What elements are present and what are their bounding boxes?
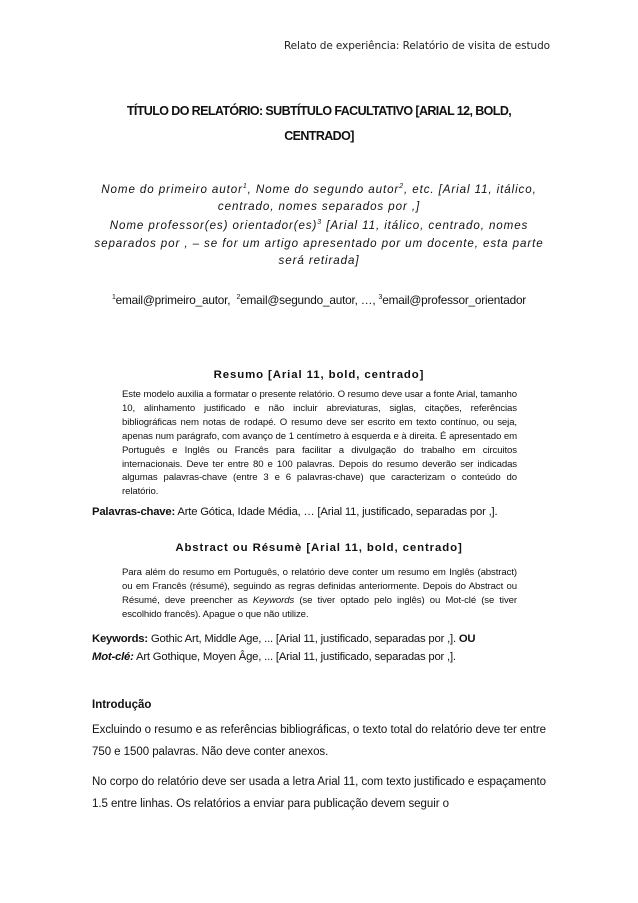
keywords-text: Gothic Art, Middle Age, ... [Arial 11, justificado, separadas por ,].: [147, 633, 459, 645]
advisor-name: Nome professor(es) orientador(es): [109, 219, 318, 232]
author-names: [92, 181, 546, 215]
running-header: Relato de experiência: Relatório de visita de estudo: [283, 40, 550, 52]
author-1-marker: 1: [242, 183, 248, 191]
second-author-name: , Nome do segundo autor: [247, 183, 400, 196]
keywords-ou: OU: [458, 633, 476, 645]
advisors-format-note: [Arial 11, itálico, centrado, nomes: [322, 219, 529, 232]
advisors-line-3: será retirada]: [278, 254, 360, 267]
report-title: [92, 99, 546, 149]
motcle-label: Mot-clé:: [92, 650, 134, 663]
resumo-heading: Resumo [Arial 11, bold, centrado]: [213, 369, 425, 381]
introducao-paragraph-2: No corpo do relatório deve ser usada a letra Arial 11, com texto justificado e espaçamento 1.5 entre linhas. Os relatórios a enviar para publicação devem seguir o: [92, 776, 546, 810]
resumo-text: Este modelo auxilia a formatar o presente relatório. O resumo deve usar a fonte Arial, tamanho 10, alinhamento justificado e não incluir abreviaturas, siglas, citações, referências bibliográficas nem notas de rodapé. O resumo deve ser escrito em texto contínuo, ou seja, apenas num parágrafo, com avanço de 1 centímetro à esquerda e à direita. É apresentado em Português e Inglês ou Francês para facilitar a divulgação do trabalho em circuitos internacionais. Deve ter entre 80 e 100 palavras. Depois do resumo deverão ser indicadas algumas palavras-chave (entre 3 e 6 palavras-chave) que caracterizam o conteúdo do relatório.: [122, 389, 517, 498]
email-1-marker: 1: [111, 294, 116, 302]
authors-line-1: [92, 181, 546, 198]
abstract-text: [122, 566, 517, 622]
advisors-line-1: [92, 217, 546, 235]
email-2-marker: 2: [236, 294, 241, 302]
palavras-chave-text: Arte Gótica, Idade Média, … [Arial 11, justificado, separadas por ,].: [175, 506, 498, 518]
abstract-text-part-1: Para além do resumo em Português, o relatório deve conter um resumo em Inglês (abstract) ou em Francês (résumé), seguindo as regras definidas anteriormente. Depois do Abstract ou Résumé, deve preencher as: [122, 567, 517, 606]
advisors-line-2: separados por , – se for um artigo apresentado por um docente, esta parte: [94, 236, 544, 250]
advisor-names: [92, 217, 546, 270]
email-advisor: email@professor_orientador: [382, 293, 527, 307]
keywords-label: Keywords:: [92, 633, 148, 645]
title-line-2: CENTRADO]: [284, 129, 354, 143]
abstract-text-part-2: (se tiver optado pelo inglês) ou Mot-clé (se tiver escolhido francês). Apague o que não utilize.: [122, 594, 517, 620]
authors-format-note: , etc. [Arial 11, itálico,: [404, 183, 537, 196]
advisor-marker: 3: [317, 219, 323, 227]
motcle-text: Art Gothique, Moyen Âge, ... [Arial 11, justificado, separadas por ,].: [133, 650, 456, 663]
introducao-paragraph-1: Excluindo o resumo e as referências bibliográficas, o texto total do relatório deve ter entre 750 e 1500 palavras. Não deve conter anexos.: [92, 724, 546, 758]
email-3-marker: 3: [378, 294, 383, 302]
author-emails: [92, 293, 546, 307]
palavras-chave-label: Palavras-chave:: [92, 506, 176, 518]
abstract-keywords-term: Keywords: [252, 594, 295, 606]
title-line-1: TÍTULO DO RELATÓRIO: SUBTÍTULO FACULTATIVO [ARIAL 12, BOLD,: [126, 104, 512, 118]
email-first-author: email@primeiro_autor,: [115, 293, 231, 307]
palavras-chave-line: [92, 504, 546, 522]
email-second-author: email@segundo_autor, …,: [240, 293, 376, 307]
authors-line-2: centrado, nomes separados por ,]: [217, 200, 421, 213]
first-author-name: Nome do primeiro autor: [101, 183, 243, 196]
introducao-heading: Introdução: [92, 699, 152, 711]
keywords-block: [92, 631, 546, 666]
author-2-marker: 2: [399, 183, 404, 191]
abstract-heading: Abstract ou Résumè [Arial 11, bold, centrado]: [175, 542, 463, 554]
